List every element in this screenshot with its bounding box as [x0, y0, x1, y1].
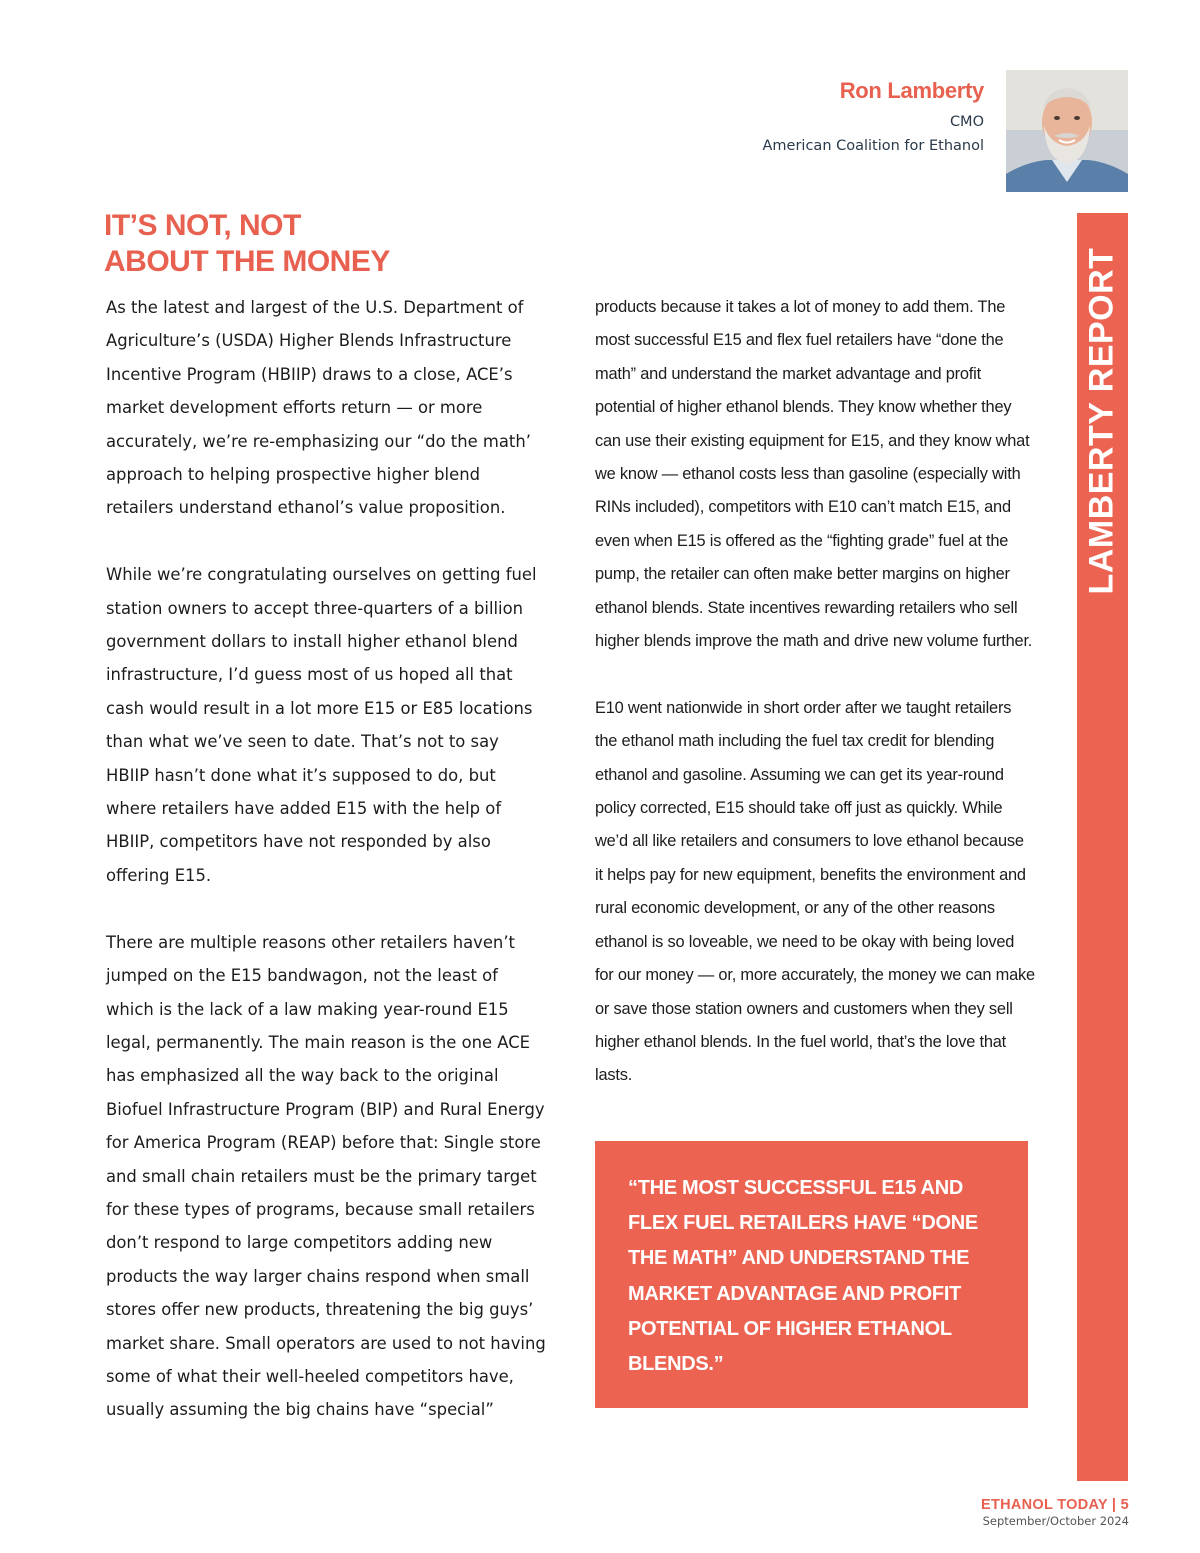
right-paragraph-2: E10 went nationwide in short order after we taught retailers the ethanol math including the fuel tax credit for blending ethanol and gasoline. Assuming we can get its year-round policy corrected, E15 should take off just as quickly. While we’d all like retailers and consumers to love ethanol because it helps pay for new equipment, benefits the environment and rural economic development, or any of the other reasons ethanol is so loveable, we need to be okay with being loved for our money — or, more accurately, the money we can make or save those station owners and customers when they sell higher ethanol blends. In the fuel world, that’s the love that lasts.: [595, 698, 1035, 1085]
pull-quote-box: [595, 1141, 1028, 1408]
right-paragraph-1: products because it takes a lot of money to add them. The most successful E15 and flex fuel retailers have “done the math” and understand the market advantage and profit potential of higher ethanol blends. They know whether they can use their existing equipment for E15, and they know what we know — ethanol costs less than gasoline (especially with RINs included), competitors with E10 can’t match E15, and even when E15 is offered as the “fighting grade” fuel at the pump, the retailer can often make better margins on higher ethanol blends. State incentives rewarding retailers who sell higher blends improve the math and drive new volume further.: [595, 298, 1033, 651]
author-portrait-illustration: [1006, 70, 1128, 192]
author-photo: [1006, 70, 1128, 192]
author-block: [763, 78, 985, 158]
pull-quote-text: “THE MOST SUCCESSFUL E15 AND FLEX FUEL RETAILERS HAVE “DONE THE MATH” AND UNDERSTAND THE MARKET ADVANTAGE AND PROFIT POTENTIAL OF HIGHER ETHANOL BLENDS.”: [628, 1177, 978, 1376]
left-paragraph-1: As the latest and largest of the U.S. Department of Agriculture’s (USDA) Higher Blends Infrastructure Incentive Program (HBIIP) draws to a close, ACE’s market development efforts return — or more accurately, we’re re-emphasizing our “do the math’ approach to helping prospective higher blend retailers understand ethanol’s value proposition.: [106, 298, 531, 518]
article-left-column: [106, 291, 546, 1460]
author-title: CMO: [949, 114, 984, 130]
left-paragraph-3: There are multiple reasons other retailers haven’t jumped on the E15 bandwagon, not the least of which is the lack of a law making year-round E15 legal, permanently. The main reason is the one ACE has emphasized all the way back to the original Biofuel Infrastructure Program (BIP) and Rural Energy for America Program (REAP) before that: Single store and small chain retailers must be the primary target for these types of programs, because small retailers don’t respond to large competitors adding new products the way larger chains respond when small stores offer new products, threatening the big guys’ market share. Small operators are used to not having some of what their well-heeled competitors have, usually assuming the big chains have “special”: [106, 932, 546, 1420]
headline-line-2: ABOUT THE MONEY: [104, 245, 390, 278]
left-paragraph-2: While we’re congratulating ourselves on getting fuel station owners to accept three-quarters of a billion government dollars to install higher ethanol blend infrastructure, I’d guess most of us hoped all that cash would result in a lot more E15 or E85 locations than what we’ve seen to date. That’s not to say HBIIP hasn’t done what it’s supposed to do, but where retailers have added E15 with the help of HBIIP, competitors have not responded by also offering E15.: [106, 565, 537, 885]
page-footer: [981, 1497, 1129, 1528]
article-right-column: [595, 291, 1035, 1126]
section-label: LAMBERTY REPORT: [1082, 247, 1121, 595]
footer-issue: September/October 2024: [982, 1514, 1129, 1528]
author-name: Ron Lamberty: [839, 78, 984, 103]
headline-line-1: IT’S NOT, NOT: [104, 209, 301, 242]
article-headline: [104, 208, 390, 280]
footer-publication: ETHANOL TODAY | 5: [980, 1497, 1129, 1513]
author-organization: American Coalition for Ethanol: [762, 138, 984, 154]
